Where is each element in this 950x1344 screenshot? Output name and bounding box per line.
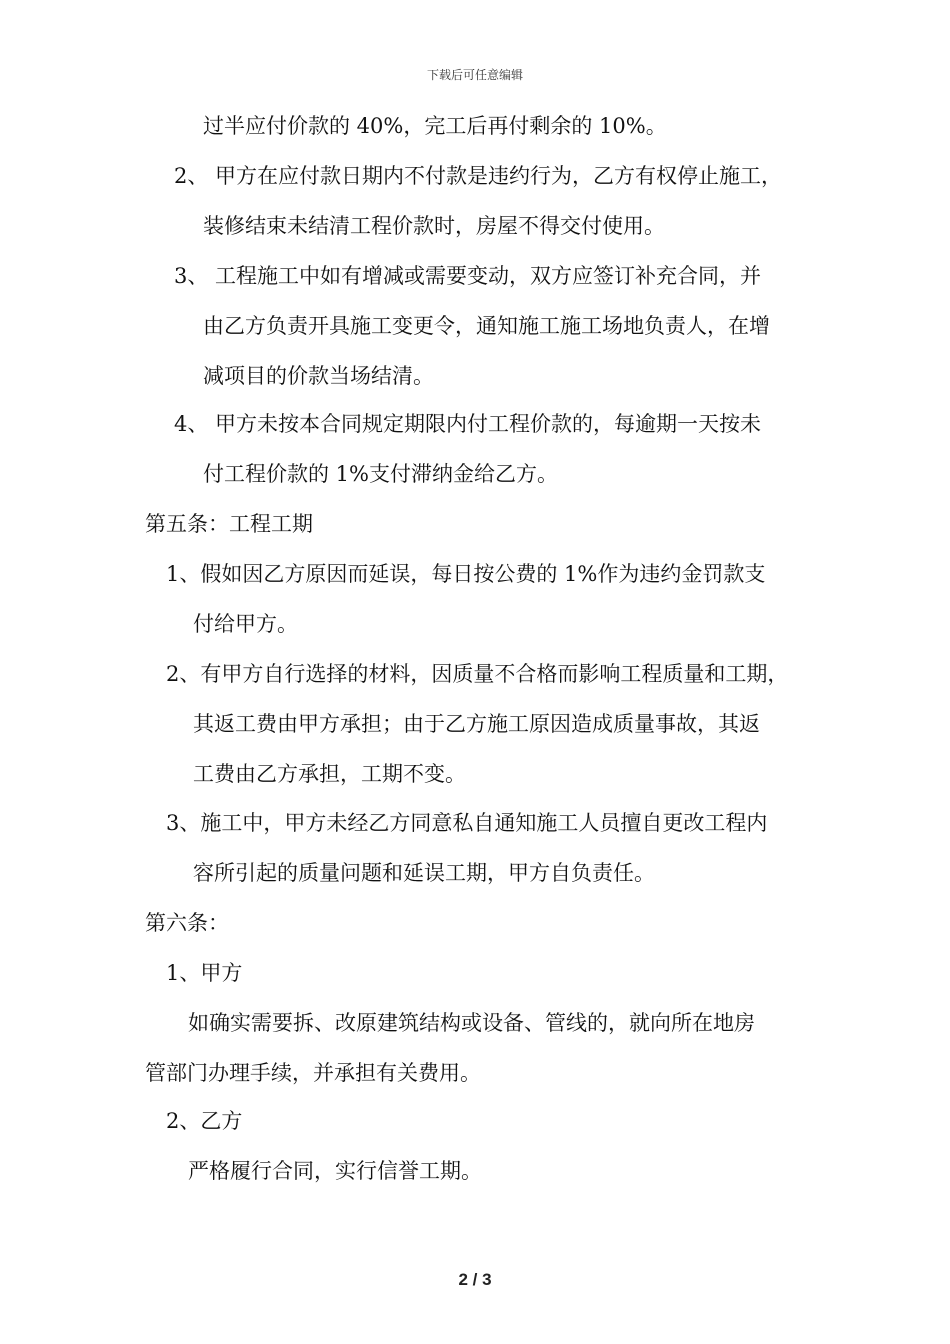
- text-line: 1、甲方: [166, 961, 243, 985]
- text-line: 如确实需要拆、改原建筑结构或设备、管线的，就向所在地房: [188, 1011, 755, 1035]
- text-line: 2、有甲方自行选择的材料，因质量不合格而影响工程质量和工期，: [166, 662, 789, 686]
- section-heading: 第六条：: [145, 911, 229, 935]
- page-number: 2 / 3: [458, 1270, 492, 1289]
- text-line: 由乙方负责开具施工变更令，通知施工施工场地负责人，在增: [203, 314, 770, 338]
- text-line: 工费由乙方承担，工期不变。: [193, 762, 466, 786]
- text-line: 管部门办理手续，并承担有关费用。: [145, 1061, 481, 1085]
- text-line: 2、乙方: [166, 1109, 243, 1133]
- page-header-note: 下载后可任意编辑: [426, 68, 523, 82]
- text-line: 1、假如因乙方原因而延误，每日按公费的 1%作为违约金罚款支: [166, 562, 766, 586]
- text-line: 其返工费由甲方承担；由于乙方施工原因造成质量事故，其返: [193, 712, 760, 736]
- text-line: 付给甲方。: [193, 612, 298, 636]
- text-line: 容所引起的质量问题和延误工期，甲方自负责任。: [193, 861, 655, 885]
- text-line: 付工程价款的 1%支付滞纳金给乙方。: [203, 462, 558, 486]
- text-line: 减项目的价款当场结清。: [203, 364, 434, 388]
- text-line: 严格履行合同，实行信誉工期。: [188, 1159, 482, 1183]
- text-line: 4、 甲方未按本合同规定期限内付工程价款的，每逾期一天按未: [174, 412, 762, 436]
- text-line: 2、 甲方在应付款日期内不付款是违约行为，乙方有权停止施工，: [174, 164, 783, 188]
- text-line: 装修结束未结清工程价款时，房屋不得交付使用。: [203, 214, 665, 238]
- text-line: 过半应付价款的 40%，完工后再付剩余的 10%。: [203, 114, 667, 138]
- text-line: 3、施工中，甲方未经乙方同意私自通知施工人员擅自更改工程内: [166, 811, 768, 835]
- section-heading: 第五条：工程工期: [145, 512, 313, 536]
- text-line: 3、 工程施工中如有增减或需要变动，双方应签订补充合同，并: [174, 264, 762, 288]
